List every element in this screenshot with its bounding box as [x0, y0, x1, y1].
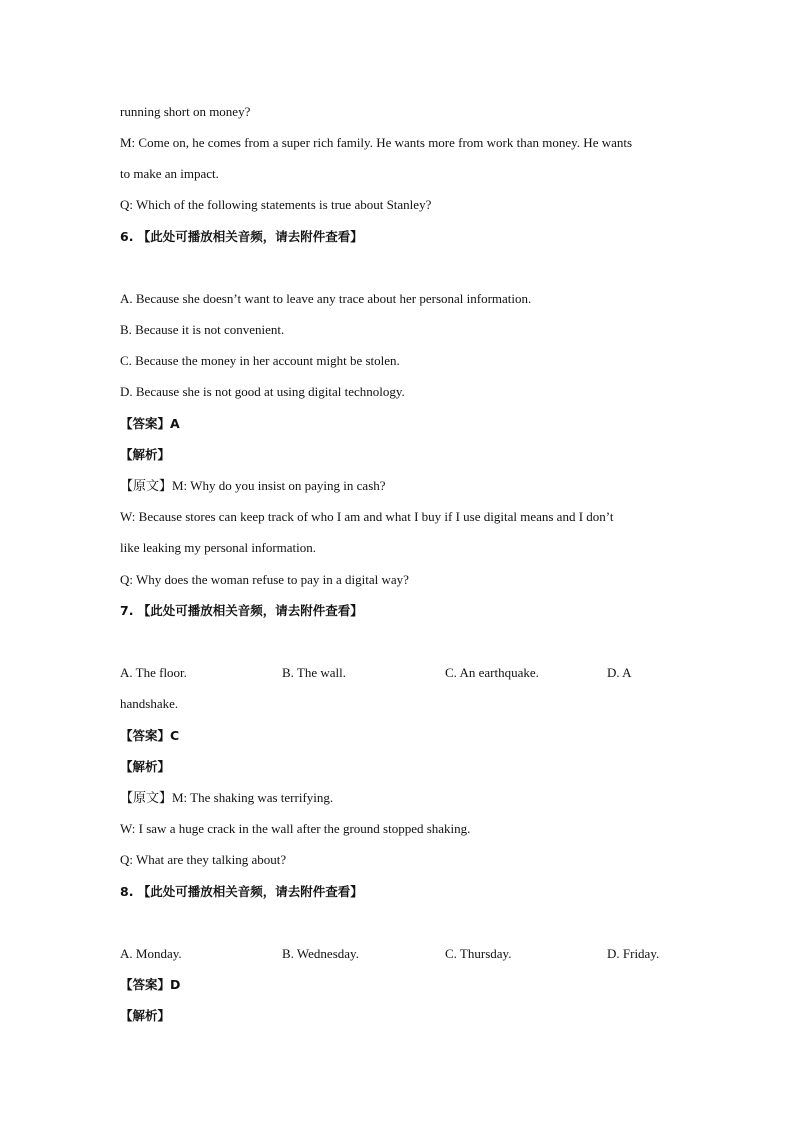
question-line: Q: Why does the woman refuse to pay in a digital way? — [120, 572, 409, 587]
q8-option-b: B. Wednesday. — [282, 946, 359, 961]
q7-option-c: C. An earthquake. — [445, 665, 539, 680]
answer-label: 【答案】C — [120, 728, 180, 743]
question-line: Q: What are they talking about? — [120, 852, 287, 867]
transcript-line: W: Because stores can keep track of who I am and what I buy if I use digital means and I don’t — [120, 509, 614, 524]
question-8-audio-label: 8. 【此处可播放相关音频，请去附件查看】 — [120, 884, 363, 899]
q8-option-d: D. Friday. — [607, 946, 660, 961]
q8-option-c: C. Thursday. — [445, 946, 512, 961]
transcript-line: like leaking my personal information. — [120, 540, 317, 555]
answer-label: 【答案】A — [120, 416, 180, 431]
question-6-audio-label: 6. 【此处可播放相关音频，请去附件查看】 — [120, 229, 363, 244]
text-line: M: Come on, he comes from a super rich family. He wants more from work than money. He wants — [120, 135, 633, 150]
q8-option-a: A. Monday. — [120, 946, 182, 961]
q7-option-b: B. The wall. — [282, 665, 347, 680]
q7-option-d: D. A — [607, 665, 632, 680]
analysis-label: 【解析】 — [120, 1008, 171, 1023]
text-line: running short on money? — [120, 104, 251, 119]
q7-option-d-continued: handshake. — [120, 696, 179, 711]
transcript-line: 【原文】M: The shaking was terrifying. — [120, 790, 334, 805]
transcript-line: W: I saw a huge crack in the wall after the ground stopped shaking. — [120, 821, 471, 836]
answer-label: 【答案】D — [120, 977, 181, 992]
text-line: to make an impact. — [120, 166, 219, 181]
option-a: A. Because she doesn’t want to leave any trace about her personal information. — [120, 291, 532, 306]
question-7-audio-label: 7. 【此处可播放相关音频，请去附件查看】 — [120, 603, 363, 618]
question-line: Q: Which of the following statements is true about Stanley? — [120, 197, 432, 212]
q7-option-a: A. The floor. — [120, 665, 187, 680]
analysis-label: 【解析】 — [120, 447, 171, 462]
transcript-line: 【原文】M: Why do you insist on paying in cash? — [120, 478, 386, 493]
analysis-label: 【解析】 — [120, 759, 171, 774]
option-d: D. Because she is not good at using digital technology. — [120, 384, 405, 399]
option-c: C. Because the money in her account might be stolen. — [120, 353, 400, 368]
option-b: B. Because it is not convenient. — [120, 322, 285, 337]
